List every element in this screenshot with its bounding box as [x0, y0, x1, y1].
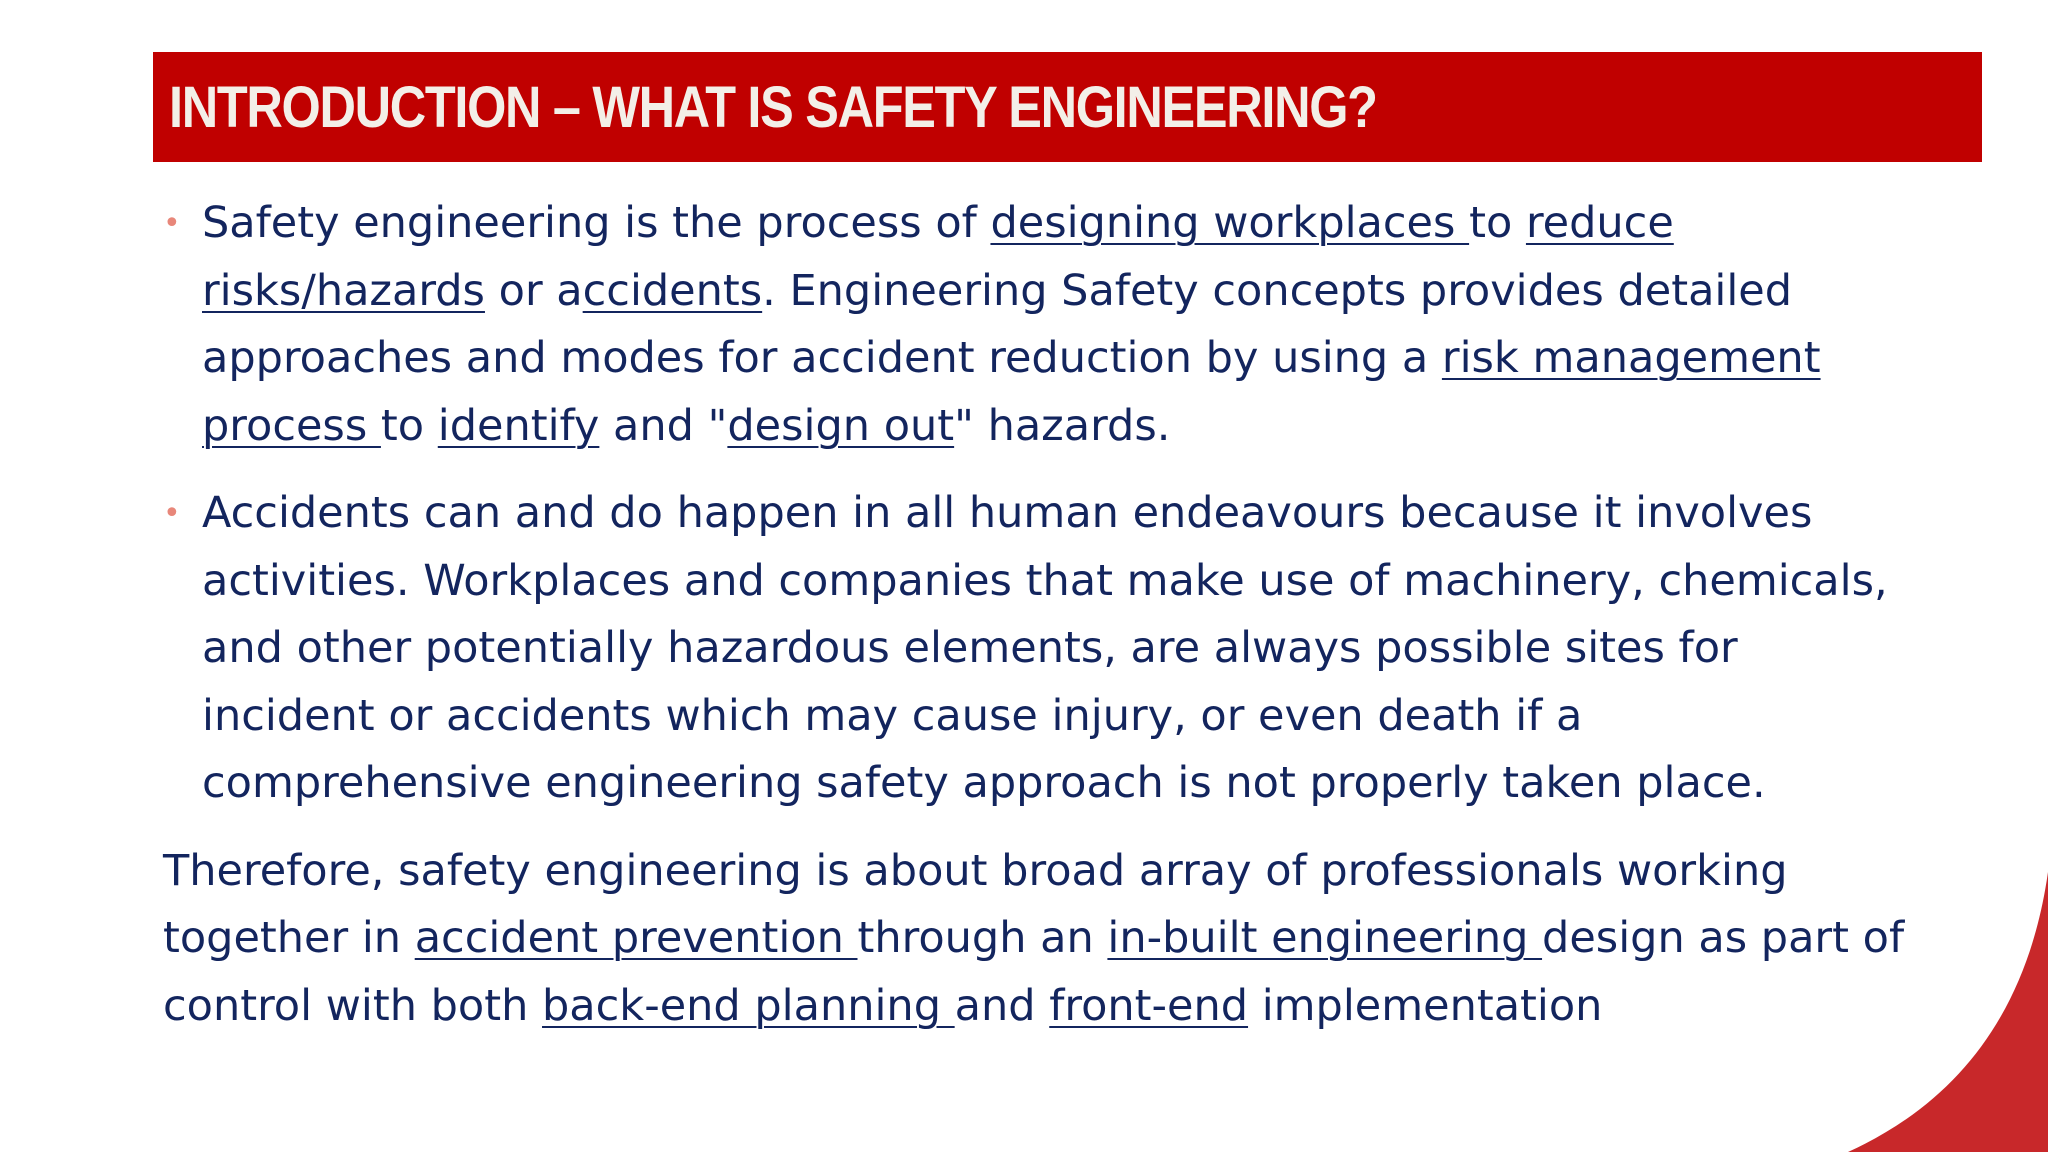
- text-run: to: [1469, 198, 1526, 248]
- bullet-point-2: [160, 480, 1920, 818]
- slide-title: INTRODUCTION – WHAT IS SAFETY ENGINEERING?: [169, 74, 1377, 140]
- underlined-term: in-built engineering: [1107, 913, 1543, 963]
- bullet-dot-icon: •: [163, 496, 181, 531]
- bullet-point-1: [160, 190, 1920, 460]
- slide-body: [160, 190, 1920, 1040]
- text-run: design as part of control with both: [163, 913, 1905, 1031]
- text-run: Accidents can and do happen in all human endeavours because it involves activities. Workplaces and companies that make use of machinery, chemicals, and other potentially hazardous elements, are always possible sites for incident or accidents which may cause injury, or even death if a comprehensive engineering safety approach is not properly taken place.: [202, 488, 1888, 808]
- title-bar: [153, 52, 1982, 162]
- underlined-term: identify: [437, 400, 600, 451]
- text-run: implementation: [1248, 980, 1603, 1031]
- text-run: " hazards.: [954, 400, 1171, 451]
- bullet-dot-icon: •: [163, 206, 181, 241]
- text-run: to: [380, 400, 438, 451]
- underlined-term: risks/hazards: [202, 265, 485, 316]
- text-run: Therefore, safety engineering is about broad array of professionals working together in: [163, 845, 1788, 963]
- text-run: Safety engineering is the process of: [202, 198, 991, 248]
- text-run: . Engineering Safety concepts provides detailed approaches and modes for accident reduction by using a: [202, 265, 1793, 383]
- underlined-term: accident prevention: [414, 913, 858, 963]
- underlined-term: back-end planning: [542, 980, 955, 1031]
- text-run: and: [954, 980, 1050, 1031]
- text-run: or a: [484, 265, 583, 316]
- underlined-term: ccidents: [582, 265, 763, 316]
- underlined-term: front-end: [1049, 980, 1249, 1031]
- underlined-term: design out: [727, 400, 955, 451]
- text-run: and ": [599, 400, 728, 451]
- underlined-term: reduce: [1525, 198, 1674, 248]
- text-run: through an: [857, 913, 1108, 963]
- underlined-term: risk management process: [202, 333, 1821, 451]
- conclusion-paragraph: [163, 838, 1920, 1041]
- underlined-term: designing workplaces: [990, 198, 1470, 248]
- corner-accent-shape: [1728, 872, 2048, 1152]
